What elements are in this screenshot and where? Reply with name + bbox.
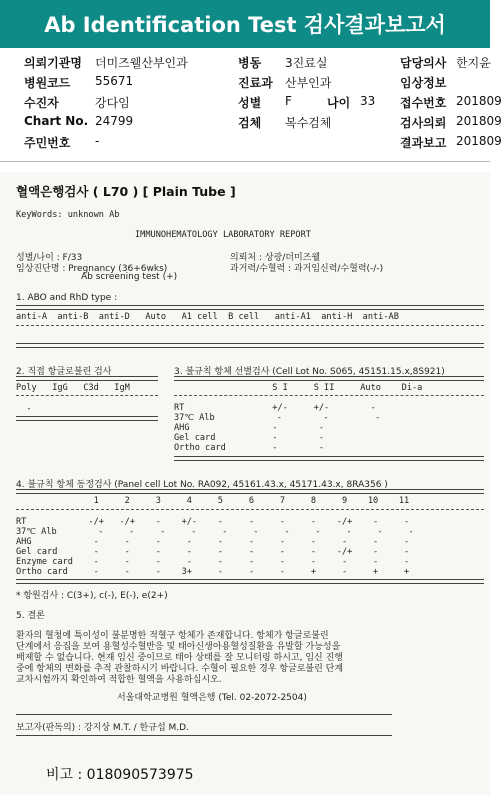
- clinical-diagnosis: 임상진단명 : Pregnancy (36+6wks): [16, 264, 168, 274]
- label-specimen: 검체: [238, 116, 262, 130]
- value-result-report: 201809: [456, 134, 502, 148]
- divider: [16, 735, 392, 736]
- patient-header: [0, 50, 502, 150]
- divider: [16, 343, 484, 348]
- label-test-request: 검사의뢰: [400, 116, 447, 130]
- divider: [16, 416, 158, 421]
- conclusion-line: 배제할 수 없습니다. 현재 임신 중이므로 태아 상태를 잘 모니터링 하시고, 임신 진행: [16, 653, 343, 663]
- value-patient: 강다임: [95, 96, 130, 110]
- value-specimen: 복수검체: [285, 116, 332, 130]
- label-department: 진료과: [238, 76, 273, 90]
- panel-row-alb: 37℃ Alb - - - - - - - - - - -: [16, 527, 414, 537]
- divider: [16, 395, 158, 396]
- divider: [16, 714, 392, 715]
- label-requesting-org: 의뢰기관명: [24, 56, 82, 70]
- label-chart-no: Chart No.: [24, 114, 89, 128]
- value-chart-no: 24799: [95, 114, 134, 128]
- conclusion-line: 중에 항체의 변화를 추적 관찰하시기 바랍니다. 수혈이 필요한 경우 항글로불린 단계: [16, 664, 344, 674]
- report-title: Ab Identification Test 검사결과보고서: [0, 0, 490, 48]
- value-resident-no: -: [95, 134, 100, 148]
- label-patient: 수진자: [24, 96, 59, 110]
- screening-row-ortho: Ortho card - -: [174, 443, 325, 453]
- screening-row-alb: 37℃ Alb - - -: [174, 413, 381, 423]
- report-section-title: 혈액은행검사 ( L70 ) [ Plain Tube ]: [16, 184, 236, 199]
- divider: [174, 395, 484, 396]
- dat-table-header: Poly IgG C3d IgM: [16, 383, 130, 393]
- conclusion-line: 환자의 혈청에 특이성이 불분명한 적혈구 항체가 존재합니다. 항체가 항글로불린: [16, 631, 329, 641]
- value-physician: 한지윤: [456, 56, 491, 70]
- value-receipt-no: 201809: [456, 94, 502, 108]
- divider: [16, 376, 158, 381]
- label-resident-no: 주민번호: [24, 136, 71, 150]
- sex-age: 성별/나이 : F/33: [16, 253, 83, 263]
- remark: 비고 : 018090573975: [46, 767, 194, 783]
- label-clinical-info: 임상정보: [400, 76, 447, 90]
- value-ward: 3진료실: [285, 56, 328, 70]
- divider: [16, 579, 484, 584]
- divider: [16, 305, 484, 310]
- label-receipt-no: 접수번호: [400, 96, 447, 110]
- label-hospital-code: 병원코드: [24, 76, 71, 90]
- panel-header: 1 2 3 4 5 6 7 8 9 10 11: [16, 496, 410, 506]
- header-divider: [0, 161, 490, 162]
- value-requesting-org: 더미즈웰산부인과: [95, 56, 188, 70]
- screening-row-rt: RT +/- +/- -: [174, 403, 376, 413]
- panel-row-ortho: Ortho card - - - 3+ - - - + - + +: [16, 567, 410, 577]
- screening-section-title: 3. 불규칙 항체 선별검사 (Cell Lot No. S065, 45151.15.x,8S921): [174, 367, 445, 377]
- dat-section-title: 2. 직접 항글로불린 검사: [16, 367, 112, 377]
- label-result-report: 결과보고: [400, 136, 447, 150]
- scanned-report: [0, 172, 490, 795]
- label-age: 나이: [327, 96, 351, 110]
- panel-row-rt: RT -/+ -/+ - +/- - - - - -/+ - -: [16, 517, 410, 527]
- panel-row-ahg: AHG - - - - - - - - - - -: [16, 537, 410, 547]
- value-hospital-code: 55671: [95, 74, 134, 88]
- divider: [174, 376, 484, 381]
- conclusion-section-title: 5. 결론: [16, 611, 45, 621]
- label-ward: 병동: [238, 56, 262, 70]
- screening-note: Ab screening test (+): [81, 272, 178, 282]
- screening-row-ahg: AHG - -: [174, 423, 325, 433]
- lab-report-title: IMMUNOHEMATOLOGY LABORATORY REPORT: [135, 230, 311, 240]
- conclusion-line: 교차시험까지 확인하여 적합한 혈액을 사용하십시오.: [16, 675, 222, 685]
- panel-row-enzyme: Enzyme card - - - - - - - - - - -: [16, 557, 410, 567]
- identification-section-title: 4. 불규칙 항체 동정검사 (Panel cell Lot No. RA092, 45161.43.x, 45171.43.x, 8RA356 ): [16, 480, 388, 490]
- keywords: KeyWords: unknown Ab: [16, 210, 120, 220]
- reporter-line: 보고자(판독의) : 강지상 M.T. / 한규섭 M.D.: [16, 723, 189, 733]
- value-age: 33: [360, 94, 376, 108]
- value-sex: F: [285, 94, 292, 108]
- screening-row-gel: Gel card - -: [174, 433, 325, 443]
- referring-clinic: 의뢰처 : 상광/더미즈웰: [230, 253, 321, 263]
- panel-row-gel: Gel card - - - - - - - - -/+ - -: [16, 547, 410, 557]
- divider: [16, 325, 484, 326]
- divider: [174, 456, 484, 461]
- transfusion-history: 과거력/수혈력 : 과거임신력/수혈력(-/-): [230, 264, 384, 274]
- value-department: 산부인과: [285, 76, 332, 90]
- conclusion-line: 단계에서 응집을 보여 용혈성수혈반응 및 태아신생아용혈성질환을 유발할 가능성을: [16, 642, 341, 652]
- value-test-request: 201809: [456, 114, 502, 128]
- dat-value: -: [16, 404, 32, 414]
- abo-table-header: anti-A anti-B anti-D Auto A1 cell B cell anti-A1 anti-H anti-AB: [16, 312, 399, 322]
- divider: [16, 489, 484, 494]
- screening-header: S I S II Auto Di-a: [174, 383, 423, 393]
- antigen-test: * 항원검사 : C(3+), c(-), E(-), e(2+): [16, 591, 168, 601]
- label-physician: 담당의사: [400, 56, 447, 70]
- abo-section-title: 1. ABO and RhD type :: [16, 293, 118, 303]
- hospital-line: 서울대학교병원 혈액은행 (Tel. 02-2072-2504): [117, 693, 307, 703]
- label-sex: 성별: [238, 96, 262, 110]
- divider: [16, 509, 484, 510]
